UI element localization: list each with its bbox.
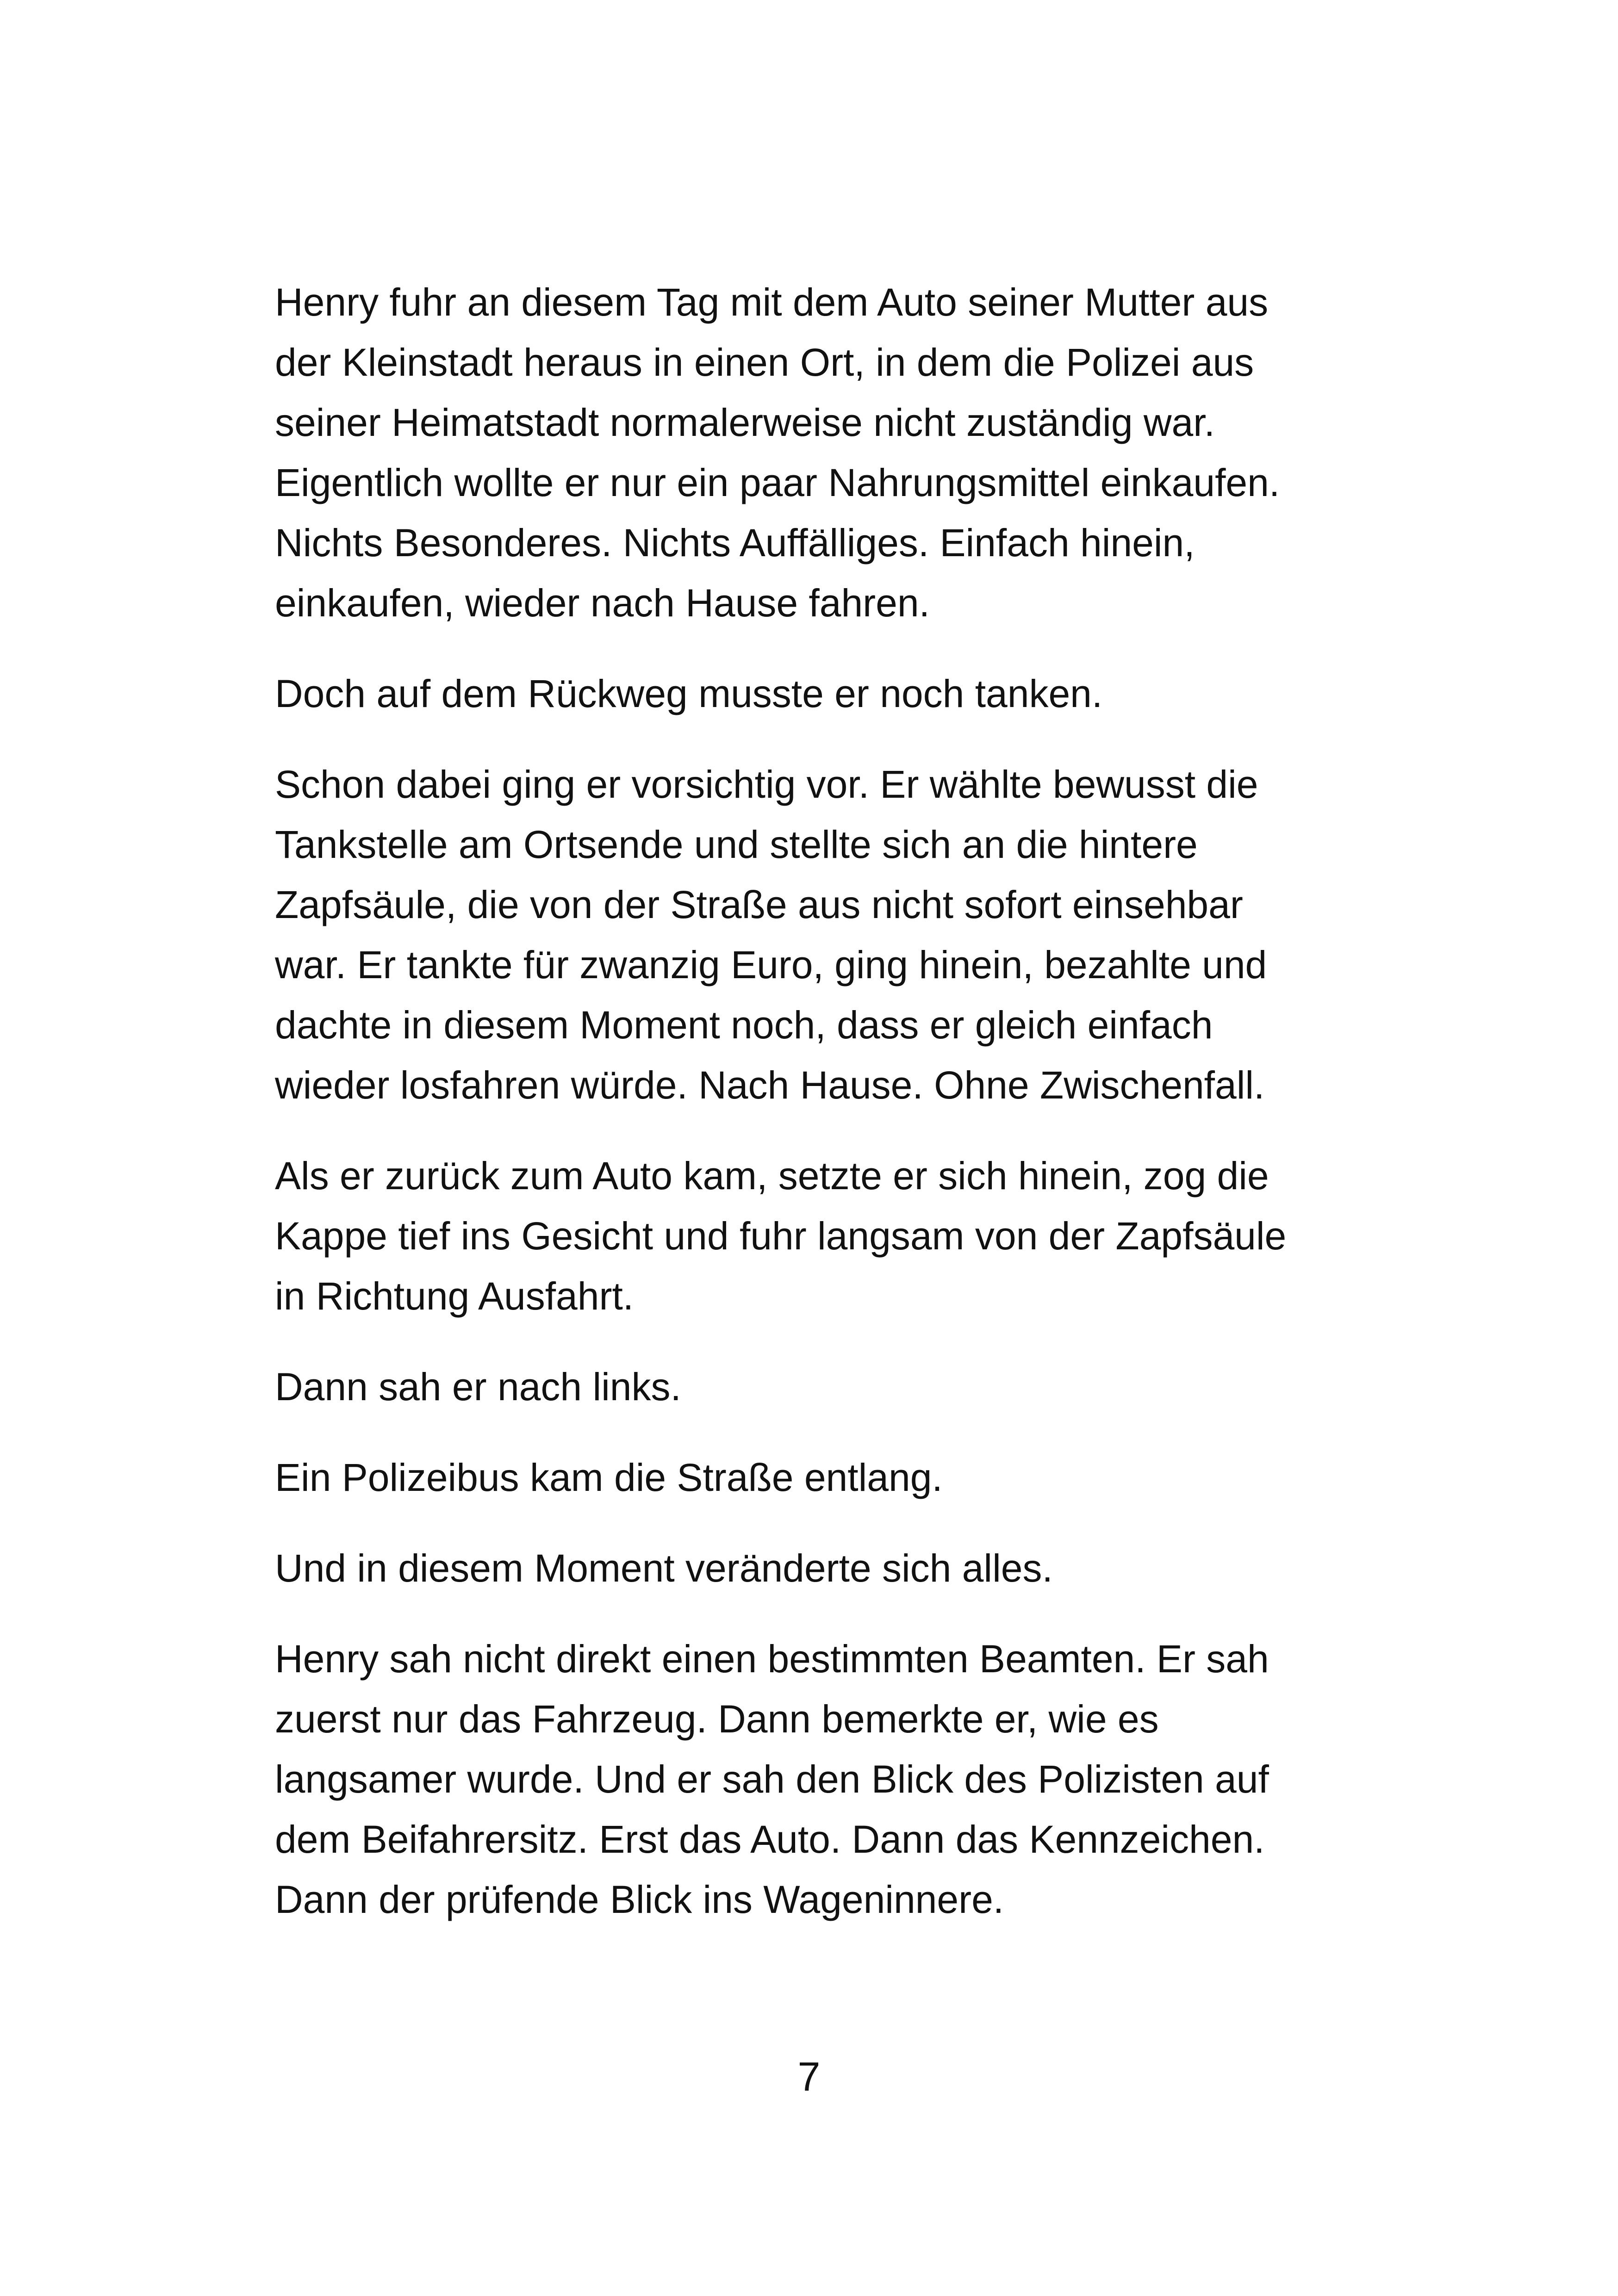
paragraph: Und in diesem Moment veränderte sich alles. <box>275 1546 1053 1590</box>
paragraph: Henry sah nicht direkt einen bestimmten Beamten. Er sah zuerst nur das Fahrzeug. Dann bemerkte er, wie es langsamer wurde. Und er sah den Blick des Polizisten auf dem Beifahrersitz. Erst das Auto. Dann das Kennzeichen. Dann der prüfende Blick ins Wageninnere. <box>275 1637 1269 1921</box>
page-number: 7 <box>797 2054 821 2099</box>
body-text <box>275 272 1353 1960</box>
paragraph: Als er zurück zum Auto kam, setzte er sich hinein, zog die Kappe tief ins Gesicht und fuhr langsam von der Zapfsäule in Richtung Ausfahrt. <box>275 1154 1287 1318</box>
paragraph: Ein Polizeibus kam die Straße entlang. <box>275 1456 943 1499</box>
paragraph: Henry fuhr an diesem Tag mit dem Auto seiner Mutter aus der Kleinstadt heraus in einen Ort, in dem die Polizei aus seiner Heimatstadt normalerweise nicht zuständig war. Eigentlich wollte er nur ein paar Nahrungsmittel einkaufen. Nichts Besonderes. Nichts Auffälliges. Einfach hinein, einkaufen, wieder nach Hause fahren. <box>275 280 1280 625</box>
paragraph: Dann sah er nach links. <box>275 1365 681 1409</box>
paragraph: Schon dabei ging er vorsichtig vor. Er wählte bewusst die Tankstelle am Ortsende und stellte sich an die hintere Zapfsäule, die von der Straße aus nicht sofort einsehbar war. Er tankte für zwanzig Euro, ging hinein, bezahlte und dachte in diesem Moment noch, dass er gleich einfach wieder losfahren würde. Nach Hause. Ohne Zwischenfall. <box>275 763 1267 1107</box>
paragraph: Doch auf dem Rückweg musste er noch tanken. <box>275 672 1103 715</box>
